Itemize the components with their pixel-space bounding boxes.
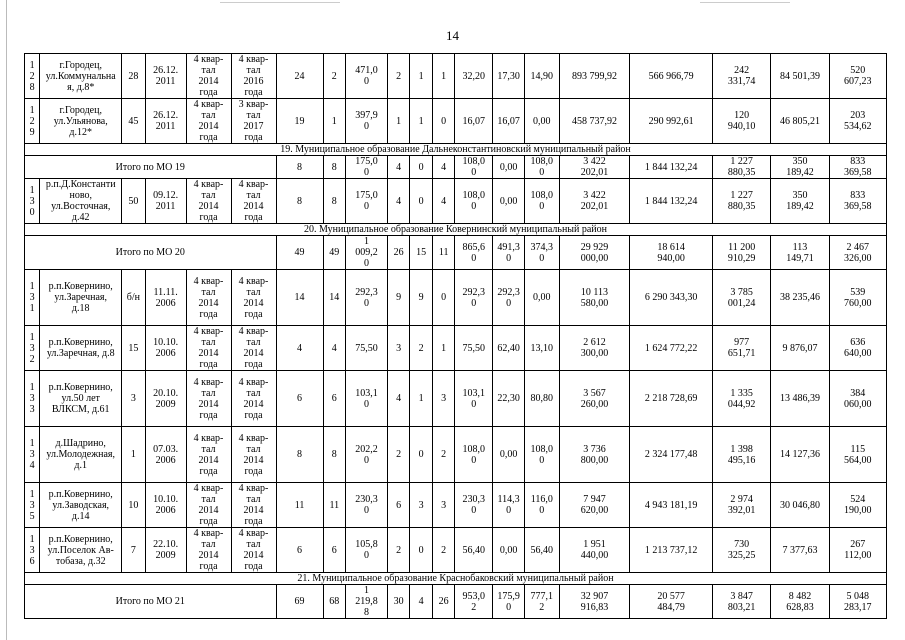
total-row	[25, 236, 887, 270]
value-cell: 14	[323, 270, 345, 326]
total-value-cell: 68	[323, 585, 345, 619]
total-value-cell: 49	[323, 236, 345, 270]
value-cell: 3	[122, 371, 146, 427]
total-value-cell: 0	[410, 156, 432, 179]
value-cell: 2	[387, 528, 409, 573]
section-title: 21. Муниципальное образование Краснобаковский муниципальный район	[25, 573, 887, 585]
value-cell: 13,10	[524, 326, 559, 371]
scan-top-mark	[220, 2, 340, 3]
value-cell: 4 квар- тал 2014 года	[231, 270, 276, 326]
section-title: 20. Муниципальное образование Ковернинский муниципальный район	[25, 224, 887, 236]
value-cell: 1	[387, 99, 409, 144]
value-cell: 4	[387, 179, 409, 224]
value-cell: 19	[276, 99, 323, 144]
value-cell: 0	[432, 99, 454, 144]
value-cell: 4	[387, 371, 409, 427]
total-value-cell: 8	[276, 156, 323, 179]
scan-edge-mark	[6, 0, 7, 640]
value-cell: 115 564,00	[829, 427, 886, 483]
row-number-cell: 1 2 9	[25, 99, 40, 144]
table-row	[25, 326, 887, 371]
value-cell: 4 квар- тал 2014 года	[231, 427, 276, 483]
value-cell: 203 534,62	[829, 99, 886, 144]
total-value-cell: 4	[410, 585, 432, 619]
value-cell: 566 966,79	[630, 54, 713, 99]
value-cell: 10.10. 2006	[145, 326, 186, 371]
total-value-cell: 30	[387, 585, 409, 619]
total-value-cell: 2 467 326,00	[829, 236, 886, 270]
row-number-cell: 1 3 1	[25, 270, 40, 326]
value-cell: 7	[122, 528, 146, 573]
value-cell: 07.03. 2006	[145, 427, 186, 483]
address-cell: г.Городец, ул.Коммунальна я, д.8*	[40, 54, 122, 99]
value-cell: 30 046,80	[771, 483, 829, 528]
total-value-cell: 29 929 000,00	[559, 236, 630, 270]
value-cell: 524 190,00	[829, 483, 886, 528]
value-cell: 20.10. 2009	[145, 371, 186, 427]
section-title: 19. Муниципальное образование Дальнеконстантиновский муниципальный район	[25, 144, 887, 156]
total-value-cell: 8	[323, 156, 345, 179]
row-number-cell: 1 3 0	[25, 179, 40, 224]
value-cell: 4 квар- тал 2014 года	[231, 371, 276, 427]
total-value-cell: 491,3 0	[493, 236, 525, 270]
total-value-cell: 1 844 132,24	[630, 156, 713, 179]
value-cell: б/н	[122, 270, 146, 326]
value-cell: 28	[122, 54, 146, 99]
total-value-cell: 953,0 2	[455, 585, 493, 619]
value-cell: 8	[323, 427, 345, 483]
total-value-cell: 5 048 283,17	[829, 585, 886, 619]
value-cell: 1	[122, 427, 146, 483]
value-cell: 7 947 620,00	[559, 483, 630, 528]
address-cell: р.п.Ковернино, ул.Заводская, д.14	[40, 483, 122, 528]
value-cell: 0	[432, 270, 454, 326]
row-number-cell: 1 2 8	[25, 54, 40, 99]
value-cell: 350 189,42	[771, 179, 829, 224]
total-value-cell: 865,6 0	[455, 236, 493, 270]
value-cell: 292,3 0	[493, 270, 525, 326]
row-number-cell: 1 3 3	[25, 371, 40, 427]
value-cell: 45	[122, 99, 146, 144]
total-value-cell: 26	[432, 585, 454, 619]
value-cell: 4	[276, 326, 323, 371]
value-cell: 103,1 0	[455, 371, 493, 427]
table-row	[25, 99, 887, 144]
value-cell: 105,8 0	[346, 528, 388, 573]
total-value-cell: 8 482 628,83	[771, 585, 829, 619]
section-header-row	[25, 144, 887, 156]
total-value-cell: 108,0 0	[524, 156, 559, 179]
value-cell: 1	[410, 371, 432, 427]
table-row	[25, 270, 887, 326]
value-cell: 2 612 300,00	[559, 326, 630, 371]
address-cell: р.п.Ковернино, ул.Заречная, д.8	[40, 326, 122, 371]
value-cell: 114,3 0	[493, 483, 525, 528]
value-cell: 0,00	[493, 427, 525, 483]
total-value-cell: 49	[276, 236, 323, 270]
value-cell: 397,9 0	[346, 99, 388, 144]
value-cell: 16,07	[455, 99, 493, 144]
value-cell: 292,3 0	[455, 270, 493, 326]
value-cell: 3 квар- тал 2017 года	[231, 99, 276, 144]
value-cell: 62,40	[493, 326, 525, 371]
total-value-cell: 11	[432, 236, 454, 270]
value-cell: 202,2 0	[346, 427, 388, 483]
value-cell: 0	[410, 427, 432, 483]
value-cell: 3 422 202,01	[559, 179, 630, 224]
value-cell: 6	[323, 528, 345, 573]
table-row	[25, 528, 887, 573]
value-cell: 4 квар- тал 2016 года	[231, 54, 276, 99]
value-cell: 4	[432, 179, 454, 224]
value-cell: 893 799,92	[559, 54, 630, 99]
value-cell: 1 398 495,16	[713, 427, 771, 483]
value-cell: 4 квар- тал 2014 года	[186, 99, 231, 144]
value-cell: 46 805,21	[771, 99, 829, 144]
value-cell: 108,0 0	[524, 427, 559, 483]
value-cell: 290 992,61	[630, 99, 713, 144]
total-value-cell: 1 009,2 0	[346, 236, 388, 270]
value-cell: 26.12. 2011	[145, 54, 186, 99]
value-cell: 17,30	[493, 54, 525, 99]
value-cell: 22.10. 2009	[145, 528, 186, 573]
value-cell: 4 квар- тал 2014 года	[186, 371, 231, 427]
total-label: Итого по МО 19	[25, 156, 277, 179]
value-cell: 977 651,71	[713, 326, 771, 371]
value-cell: 458 737,92	[559, 99, 630, 144]
section-header-row	[25, 573, 887, 585]
value-cell: 8	[276, 427, 323, 483]
value-cell: 4 квар- тал 2014 года	[186, 54, 231, 99]
address-cell: р.п.Ковернино, ул.Поселок Ав- тобаза, д.32	[40, 528, 122, 573]
total-value-cell: 26	[387, 236, 409, 270]
value-cell: 11	[323, 483, 345, 528]
value-cell: 3	[432, 483, 454, 528]
value-cell: 4	[323, 326, 345, 371]
value-cell: 3 567 260,00	[559, 371, 630, 427]
section-header-row	[25, 224, 887, 236]
value-cell: 230,3 0	[455, 483, 493, 528]
value-cell: 0	[410, 179, 432, 224]
value-cell: 56,40	[455, 528, 493, 573]
value-cell: 3 785 001,24	[713, 270, 771, 326]
value-cell: 9 876,07	[771, 326, 829, 371]
total-value-cell: 833 369,58	[829, 156, 886, 179]
value-cell: 0	[410, 528, 432, 573]
total-value-cell: 4	[387, 156, 409, 179]
value-cell: 292,3 0	[346, 270, 388, 326]
value-cell: 7 377,63	[771, 528, 829, 573]
value-cell: 108,0 0	[524, 179, 559, 224]
value-cell: 108,0 0	[455, 427, 493, 483]
value-cell: 2	[410, 326, 432, 371]
total-value-cell: 350 189,42	[771, 156, 829, 179]
value-cell: 6 290 343,30	[630, 270, 713, 326]
value-cell: 50	[122, 179, 146, 224]
value-cell: 2	[323, 54, 345, 99]
value-cell: 175,0 0	[346, 179, 388, 224]
value-cell: 09.12. 2011	[145, 179, 186, 224]
value-cell: 4 квар- тал 2014 года	[231, 326, 276, 371]
value-cell: 3	[410, 483, 432, 528]
value-cell: 4 квар- тал 2014 года	[231, 483, 276, 528]
table-row	[25, 371, 887, 427]
total-value-cell: 0,00	[493, 156, 525, 179]
value-cell: 3	[387, 326, 409, 371]
value-cell: 4 квар- тал 2014 года	[186, 528, 231, 573]
value-cell: 1	[323, 99, 345, 144]
value-cell: 539 760,00	[829, 270, 886, 326]
total-row	[25, 585, 887, 619]
value-cell: 2 974 392,01	[713, 483, 771, 528]
total-value-cell: 3 847 803,21	[713, 585, 771, 619]
value-cell: 9	[387, 270, 409, 326]
value-cell: 1	[432, 54, 454, 99]
row-number-cell: 1 3 6	[25, 528, 40, 573]
row-number-cell: 1 3 2	[25, 326, 40, 371]
value-cell: 14,90	[524, 54, 559, 99]
value-cell: 1	[410, 54, 432, 99]
value-cell: 9	[410, 270, 432, 326]
value-cell: 833 369,58	[829, 179, 886, 224]
value-cell: 75,50	[455, 326, 493, 371]
value-cell: 14 127,36	[771, 427, 829, 483]
value-cell: 4 квар- тал 2014 года	[186, 483, 231, 528]
value-cell: 230,3 0	[346, 483, 388, 528]
value-cell: 1 213 737,12	[630, 528, 713, 573]
value-cell: 8	[276, 179, 323, 224]
value-cell: 2	[387, 54, 409, 99]
total-label: Итого по МО 20	[25, 236, 277, 270]
total-value-cell: 175,0 0	[346, 156, 388, 179]
value-cell: 0,00	[524, 99, 559, 144]
total-row	[25, 156, 887, 179]
value-cell: 2 324 177,48	[630, 427, 713, 483]
value-cell: 32,20	[455, 54, 493, 99]
table-row	[25, 427, 887, 483]
value-cell: 11.11. 2006	[145, 270, 186, 326]
total-label: Итого по МО 21	[25, 585, 277, 619]
value-cell: 56,40	[524, 528, 559, 573]
total-value-cell: 175,9 0	[493, 585, 525, 619]
address-cell: д.Шадрино, ул.Молодежная, д.1	[40, 427, 122, 483]
value-cell: 24	[276, 54, 323, 99]
value-cell: 38 235,46	[771, 270, 829, 326]
table-row	[25, 54, 887, 99]
value-cell: 3 736 800,00	[559, 427, 630, 483]
total-value-cell: 15	[410, 236, 432, 270]
value-cell: 11	[276, 483, 323, 528]
table-row	[25, 483, 887, 528]
value-cell: 14	[276, 270, 323, 326]
value-cell: 6	[276, 528, 323, 573]
value-cell: 1 951 440,00	[559, 528, 630, 573]
total-value-cell: 1 227 880,35	[713, 156, 771, 179]
row-number-cell: 1 3 5	[25, 483, 40, 528]
value-cell: 267 112,00	[829, 528, 886, 573]
value-cell: 84 501,39	[771, 54, 829, 99]
value-cell: 4 квар- тал 2014 года	[186, 179, 231, 224]
address-cell: г.Городец, ул.Ульянова, д.12*	[40, 99, 122, 144]
value-cell: 0,00	[493, 528, 525, 573]
total-value-cell: 374,3 0	[524, 236, 559, 270]
value-cell: 120 940,10	[713, 99, 771, 144]
value-cell: 242 331,74	[713, 54, 771, 99]
total-value-cell: 113 149,71	[771, 236, 829, 270]
value-cell: 0,00	[524, 270, 559, 326]
value-cell: 10.10. 2006	[145, 483, 186, 528]
total-value-cell: 32 907 916,83	[559, 585, 630, 619]
value-cell: 0,00	[493, 179, 525, 224]
address-cell: р.п.Ковернино, ул.Заречная, д.18	[40, 270, 122, 326]
value-cell: 2	[432, 528, 454, 573]
value-cell: 116,0 0	[524, 483, 559, 528]
value-cell: 1 844 132,24	[630, 179, 713, 224]
total-value-cell: 69	[276, 585, 323, 619]
value-cell: 2	[387, 427, 409, 483]
total-value-cell: 20 577 484,79	[630, 585, 713, 619]
value-cell: 471,0 0	[346, 54, 388, 99]
total-value-cell: 18 614 940,00	[630, 236, 713, 270]
value-cell: 3	[432, 371, 454, 427]
total-value-cell: 108,0 0	[455, 156, 493, 179]
value-cell: 10	[122, 483, 146, 528]
table-body	[25, 54, 887, 619]
scan-top-mark	[700, 2, 790, 3]
value-cell: 13 486,39	[771, 371, 829, 427]
value-cell: 4 943 181,19	[630, 483, 713, 528]
value-cell: 80,80	[524, 371, 559, 427]
value-cell: 1 227 880,35	[713, 179, 771, 224]
value-cell: 384 060,00	[829, 371, 886, 427]
row-number-cell: 1 3 4	[25, 427, 40, 483]
value-cell: 1 624 772,22	[630, 326, 713, 371]
table-row	[25, 179, 887, 224]
value-cell: 520 607,23	[829, 54, 886, 99]
value-cell: 636 640,00	[829, 326, 886, 371]
housing-program-table	[24, 53, 887, 619]
value-cell: 1	[410, 99, 432, 144]
value-cell: 26.12. 2011	[145, 99, 186, 144]
value-cell: 1	[432, 326, 454, 371]
value-cell: 22,30	[493, 371, 525, 427]
value-cell: 730 325,25	[713, 528, 771, 573]
value-cell: 4 квар- тал 2014 года	[231, 528, 276, 573]
total-value-cell: 3 422 202,01	[559, 156, 630, 179]
address-cell: р.п.Д.Константи ново, ул.Восточная, д.42	[40, 179, 122, 224]
value-cell: 10 113 580,00	[559, 270, 630, 326]
value-cell: 6	[323, 371, 345, 427]
value-cell: 75,50	[346, 326, 388, 371]
page-number: 14	[446, 28, 459, 43]
total-value-cell: 4	[432, 156, 454, 179]
total-value-cell: 1 219,8 8	[346, 585, 388, 619]
value-cell: 2	[432, 427, 454, 483]
value-cell: 6	[387, 483, 409, 528]
value-cell: 108,0 0	[455, 179, 493, 224]
value-cell: 4 квар- тал 2014 года	[186, 427, 231, 483]
value-cell: 1 335 044,92	[713, 371, 771, 427]
address-cell: р.п.Ковернино, ул.50 лет ВЛКСМ, д.61	[40, 371, 122, 427]
value-cell: 6	[276, 371, 323, 427]
total-value-cell: 11 200 910,29	[713, 236, 771, 270]
value-cell: 2 218 728,69	[630, 371, 713, 427]
value-cell: 16,07	[493, 99, 525, 144]
value-cell: 4 квар- тал 2014 года	[186, 270, 231, 326]
value-cell: 8	[323, 179, 345, 224]
value-cell: 4 квар- тал 2014 года	[186, 326, 231, 371]
total-value-cell: 777,1 2	[524, 585, 559, 619]
value-cell: 4 квар- тал 2014 года	[231, 179, 276, 224]
value-cell: 103,1 0	[346, 371, 388, 427]
value-cell: 15	[122, 326, 146, 371]
